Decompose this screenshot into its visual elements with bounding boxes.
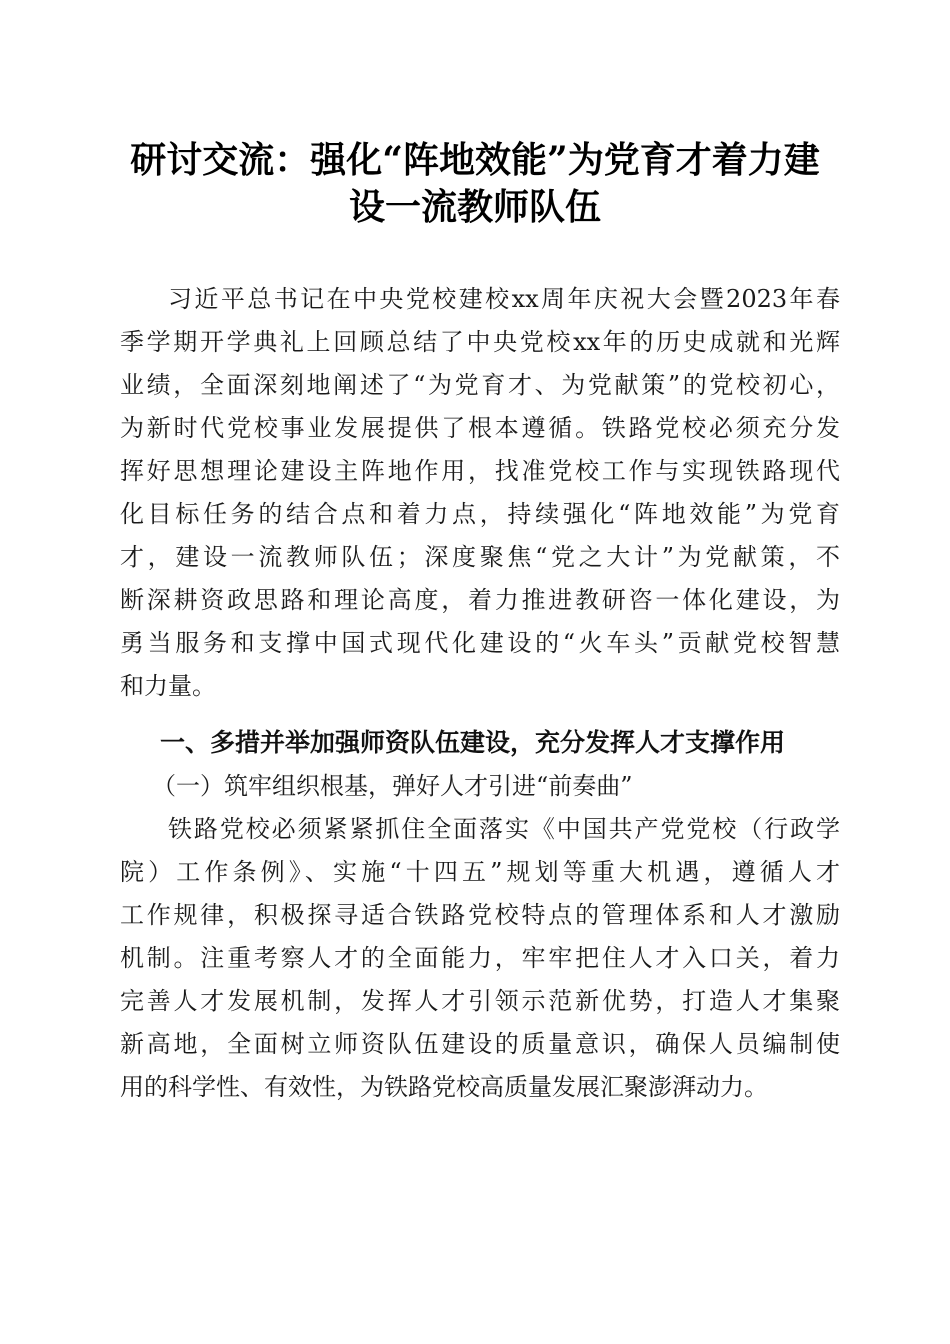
paragraph-line: 习近平总书记在中央党校建校xx周年庆祝大会暨2023年春 [168,285,840,313]
paragraph-line: 化目标任务的结合点和着力点，持续强化“阵地效能”为党育 [120,500,840,528]
paragraph-line: 为新时代党校事业发展提供了根本遵循。铁路党校必须充分发 [120,414,840,442]
paragraph-line: 业绩，全面深刻地阐述了“为党育才、为党献策”的党校初心， [120,371,840,399]
paragraph-line: 铁路党校必须紧紧抓住全面落实《中国共产党党校（行政学 [168,815,840,843]
paragraph-line: 勇当服务和支撑中国式现代化建设的“火车头”贡献党校智慧 [120,629,840,657]
paragraph-line: 用的科学性、有效性，为铁路党校高质量发展汇聚澎湃动力。 [120,1073,768,1101]
paragraph-line: 和力量。 [120,672,216,700]
paragraph-line: 断深耕资政思路和理论高度，着力推进教研咨一体化建设，为 [120,586,840,614]
paragraph-line: 完善人才发展机制，发挥人才引领示范新优势，打造人才集聚 [120,987,840,1015]
document-title-line-2: 设一流教师队伍 [348,186,601,228]
paragraph-line: 工作规律，积极探寻适合铁路党校特点的管理体系和人才激励 [120,901,840,929]
paragraph-line: 院）工作条例》、实施“十四五”规划等重大机遇，遵循人才 [120,858,840,886]
document-title-line-1: 研讨交流：强化“阵地效能”为党育才着力建 [130,139,820,181]
paragraph-line: 季学期开学典礼上回顾总结了中央党校xx年的历史成就和光辉 [120,328,840,356]
section-heading-1: 一、多措并举加强师资队伍建设，充分发挥人才支撑作用 [160,728,786,757]
paragraph-line: 机制。注重考察人才的全面能力，牢牢把住人才入口关，着力 [120,944,840,972]
paragraph-line: 才，建设一流教师队伍；深度聚焦“党之大计”为党献策，不 [120,543,840,571]
paragraph-line: 挥好思想理论建设主阵地作用，找准党校工作与实现铁路现代 [120,457,840,485]
subsection-heading-1: （一）筑牢组织根基，弹好人才引进“前奏曲” [152,772,633,800]
paragraph-line: 新高地，全面树立师资队伍建设的质量意识，确保人员编制使 [120,1030,840,1058]
